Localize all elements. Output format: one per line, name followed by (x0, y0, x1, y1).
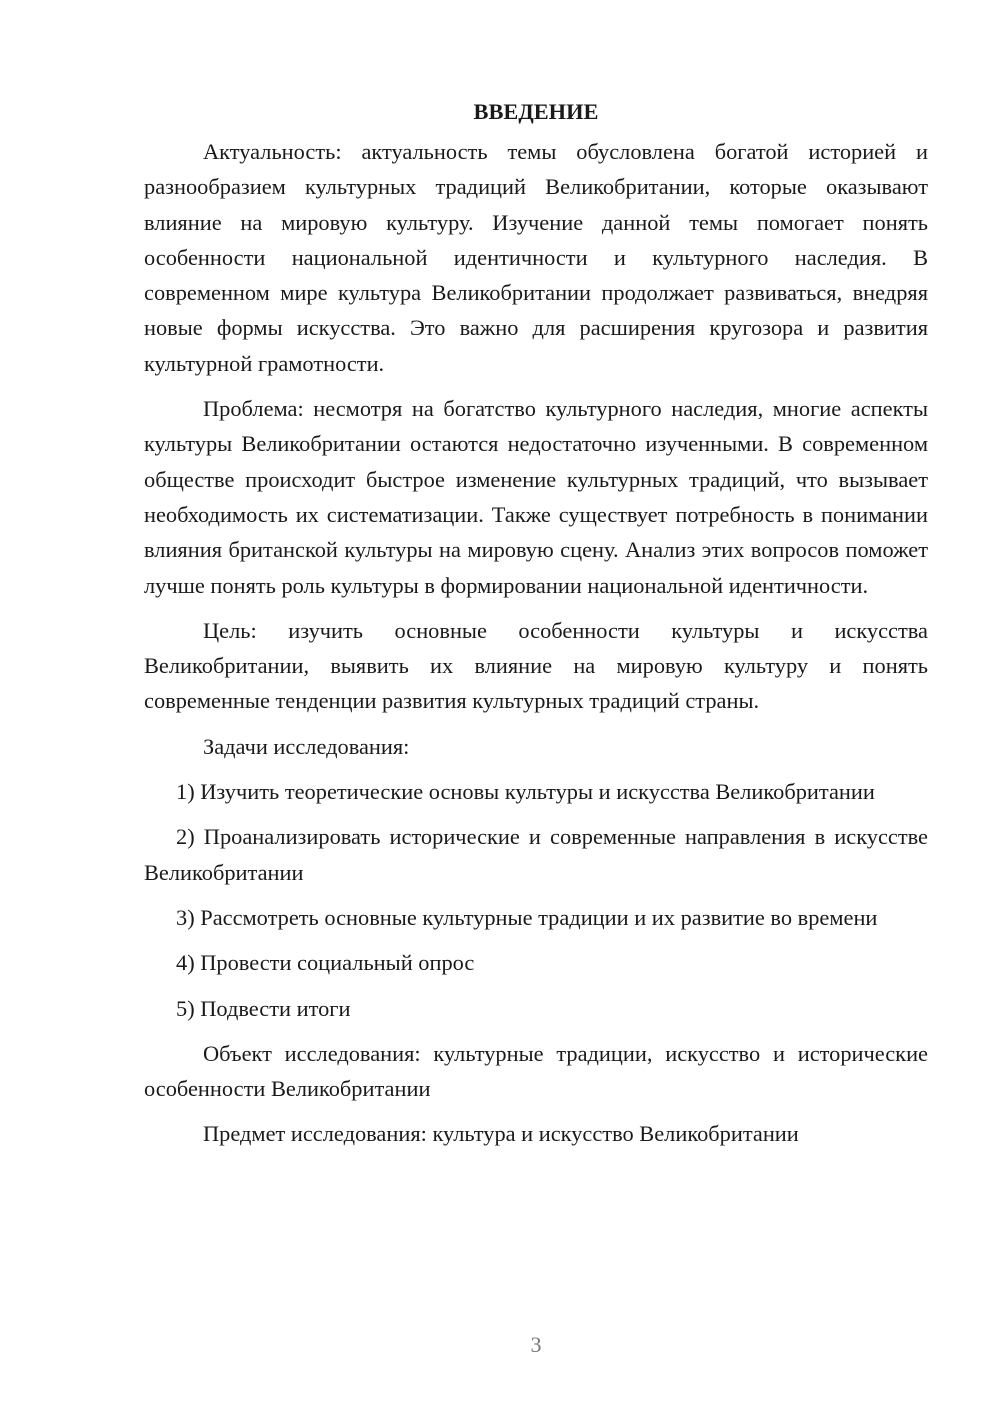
page-number: 3 (530, 1332, 542, 1357)
document-page (144, 90, 928, 1152)
task-item: 1) Изучить теоретические основы культуры и искусства Великобритании (176, 779, 875, 805)
tasks-list (144, 774, 928, 1026)
subject-paragraph: Предмет исследования: культура и искусство Великобритании (203, 1121, 799, 1147)
object-paragraph: Объект исследования: культурные традиции, искусство и исторические особенности Великобритании (144, 1040, 928, 1102)
task-item: 5) Подвести итоги (176, 995, 351, 1021)
relevance-paragraph: Актуальность: актуальность темы обусловлена богатой историей и разнообразием культурных традиций Великобритании, которые оказывают влияние на мировую культуру. Изучение данной темы помогает понять особенности национальной идентичности и культурного наследия. В современном мире культура Великобритании продолжает развиваться, внедряя новые формы искусства. Это важно для расширения кругозора и развития культурной грамотности. (144, 139, 928, 376)
problem-paragraph: Проблема: несмотря на богатство культурного наследия, многие аспекты культуры Великобритании остаются недостаточно изученными. В современном обществе происходит быстрое изменение культурных традиций, что вызывает необходимость их систематизации. Также существует потребность в понимании влияния британской культуры на мировую сцену. Анализ этих вопросов поможет лучше понять роль культуры в формировании национальной идентичности. (144, 396, 928, 598)
task-item: 3) Рассмотреть основные культурные традиции и их развитие во времени (176, 904, 878, 930)
goal-paragraph: Цель: изучить основные особенности культуры и искусства Великобритании, выявить их влияние на мировую культуру и понять современные тенденции развития культурных традиций страны. (144, 617, 928, 714)
document-title: ВВЕДЕНИЕ (473, 99, 599, 124)
task-item: 4) Провести социальный опрос (176, 950, 475, 976)
tasks-heading: Задачи исследования: (203, 733, 410, 759)
task-item: 2) Проанализировать исторические и современные направления в искусстве Великобритании (144, 824, 928, 885)
